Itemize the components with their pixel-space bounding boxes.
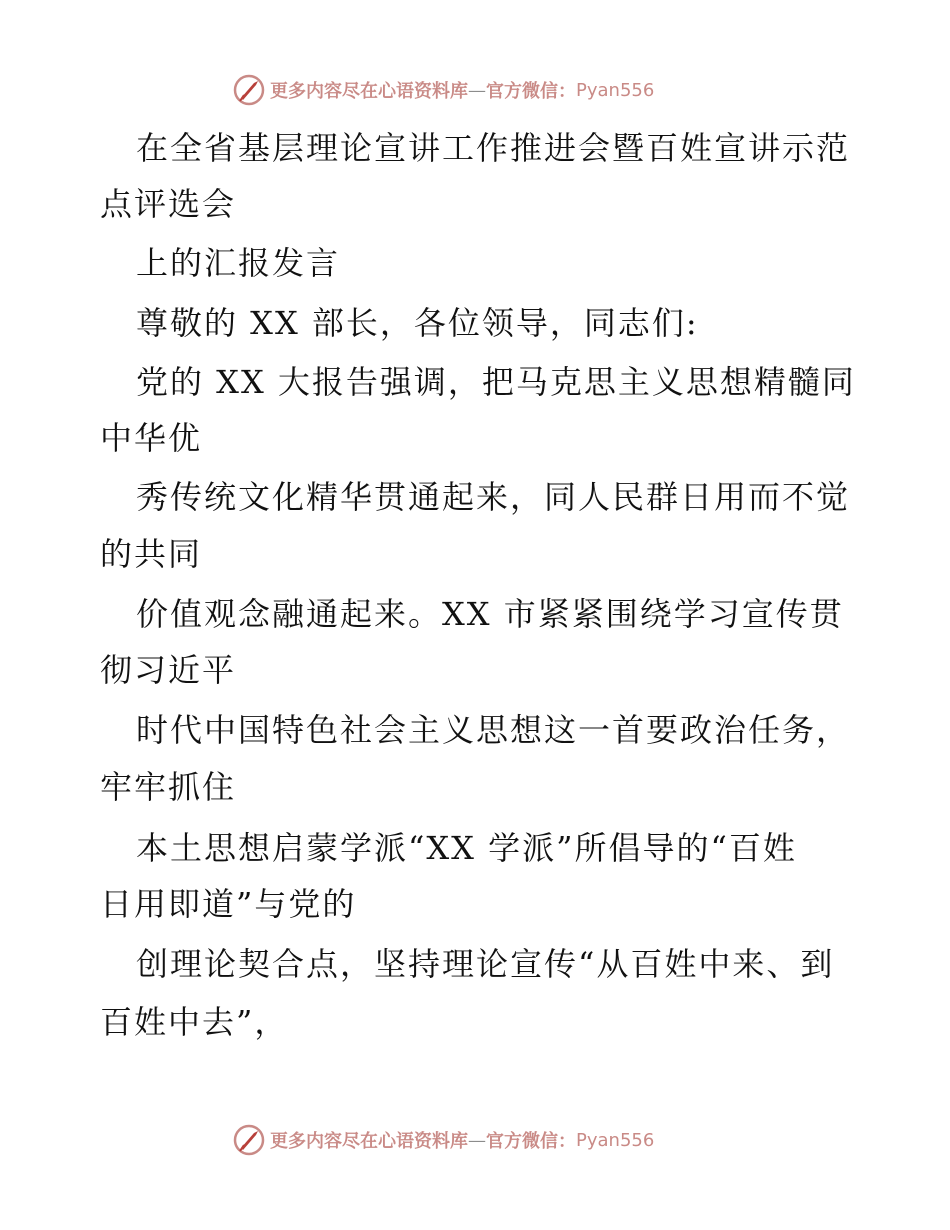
watermark-text: 更多内容尽在心语资料库: [270, 1131, 468, 1152]
doc-paragraph-line: 创理论契合点，坚持理论宣传“从百姓中来、到: [136, 945, 835, 983]
doc-title-line: 点评选会: [100, 185, 237, 223]
doc-paragraph-line: 日用即道”与党的: [100, 885, 357, 923]
watermark-contact-id: Pyan556: [576, 1129, 655, 1151]
watermark-separator: —: [468, 79, 486, 101]
watermark-contact-id: Pyan556: [576, 79, 655, 101]
watermark-separator: —: [468, 1129, 486, 1151]
watermark-contact-label: 官方微信：: [486, 81, 576, 102]
doc-paragraph-line: 价值观念融通起来。XX 市紧紧围绕学习宣传贯: [136, 595, 844, 633]
doc-paragraph-line: 牢牢抓住: [100, 768, 237, 806]
doc-title-line: 在全省基层理论宣讲工作推进会暨百姓宣讲示范: [136, 129, 851, 167]
doc-paragraph-line: 百姓中去”，: [100, 1003, 289, 1041]
watermark-contact-label: 官方微信：: [486, 1131, 576, 1152]
quill-pen-logo-icon: [232, 1123, 266, 1157]
watermark-text: 更多内容尽在心语资料库: [270, 81, 468, 102]
doc-paragraph-line: 本土思想启蒙学派“XX 学派”所倡导的“百姓: [136, 829, 797, 867]
doc-paragraph-line: 时代中国特色社会主义思想这一首要政治任务，: [136, 711, 851, 749]
doc-paragraph-line: 彻习近平: [100, 651, 237, 689]
doc-salutation: 尊敬的 XX 部长，各位领导，同志们:: [136, 304, 699, 342]
doc-paragraph-line: 秀传统文化精华贯通起来，同人民群日用而不觉: [136, 478, 851, 516]
doc-paragraph-line: 的共同: [100, 535, 203, 573]
quill-pen-logo-icon: [232, 73, 266, 107]
doc-paragraph-line: 党的 XX 大报告强调，把马克思主义思想精髓同: [136, 363, 856, 401]
doc-subtitle-line: 上的汇报发言: [136, 244, 341, 282]
doc-paragraph-line: 中华优: [100, 419, 203, 457]
header-watermark: [232, 72, 654, 108]
footer-watermark: [232, 1122, 654, 1158]
